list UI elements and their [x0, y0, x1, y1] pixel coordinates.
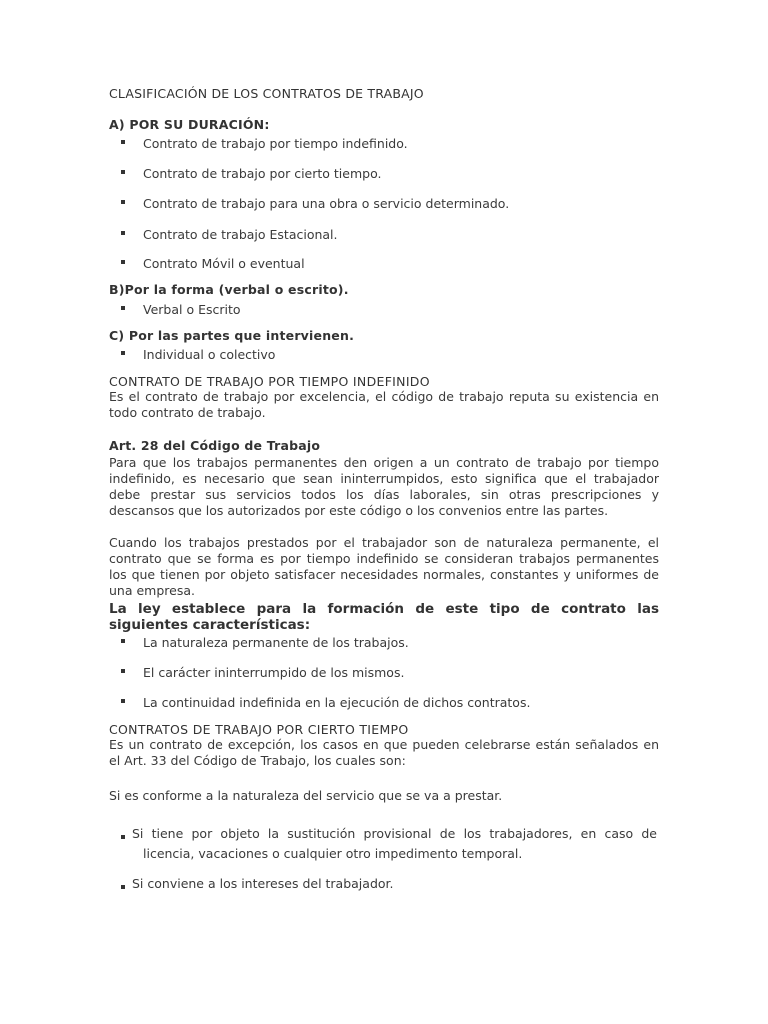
- document-title: CLASIFICACIÓN DE LOS CONTRATOS DE TRABAJO: [109, 86, 424, 101]
- art28-paragraph-2: Cuando los trabajos prestados por el trabajador son de naturaleza permanente, el contrato que se forma es por tiempo indefinido se consideran trabajos permanentes los que tienen por objeto satisfacer necesidades normales, constantes y uniformes de una empresa.: [109, 535, 659, 598]
- indefinido-paragraph: Es el contrato de trabajo por excelencia, el código de trabajo reputa su existencia en todo contrato de trabajo.: [109, 389, 659, 420]
- section-b-heading: B)Por la forma (verbal o escrito).: [109, 282, 349, 297]
- caracteristicas-heading: La ley establece para la formación de este tipo de contrato las siguientes características:: [109, 601, 659, 633]
- document-page: CLASIFICACIÓN DE LOS CONTRATOS DE TRABAJO A) POR SU DURACIÓN: Contrato de trabajo por tiempo indefinido. Contrato de trabajo por cierto tiempo. Contrato de trabajo para una obra o servicio determinado. Contrato de trabajo Estacional. Contrato Móvil o eventual B)Por la forma (verbal o escrito). Verbal o Escrito C) Por las partes que intervienen. Individual o colectivo CONTRATO DE TRABAJO POR TIEMPO INDEFINIDO Es el contrato de trabajo por excelencia, el código de trabajo reputa su existencia en todo contrato de trabajo. Art. 28 del Código de Trabajo Para que los trabajos permanentes den origen a un contrato de trabajo por tiempo indefinido, es necesario que sean ininterrumpidos, esto significa que el trabajador debe prestar sus servicios todos los días laborales, sin otras prescripciones y descansos que los autorizados por este código o los convenios entre las partes. Cuando los trabajos prestados por el trabajador son de naturaleza permanente, el contrato que se forma es por tiempo indefinido se consideran trabajos permanentes los que tienen por objeto satisfacer necesidades normales, constantes y uniformes de una empresa. La ley establece para la formación de este tipo de contrato las siguientes características: La naturaleza permanente de los trabajos. El carácter ininterrumpido de los mismos. La continuidad indefinida en la ejecución de dichos contratos. CONTRATOS DE TRABAJO POR CIERTO TIEMPO Es un contrato de excepción, los casos en que pueden celebrarse están señalados en el Art. 33 del Código de Trabajo, los cuales son: Si es conforme a la naturaleza del servicio que se va a prestar. Si tiene por objeto la sustitución provisional de los trabajadores, en caso de licencia, vacaciones o cualquier otro impedimento temporal. Si conviene a los intereses del trabajador.: [109, 86, 659, 891]
- cierto-tiempo-paragraph: Es un contrato de excepción, los casos en que pueden celebrarse están señalados en el Art. 33 del Código de Trabajo, los cuales son:: [109, 737, 659, 768]
- section-c-heading: C) Por las partes que intervienen.: [109, 328, 355, 343]
- indefinido-heading: CONTRATO DE TRABAJO POR TIEMPO INDEFINIDO: [109, 374, 430, 389]
- cierto-tiempo-paragraph-2: Si es conforme a la naturaleza del servicio que se va a prestar.: [109, 788, 503, 803]
- art28-paragraph: Para que los trabajos permanentes den origen a un contrato de trabajo por tiempo indefinido, es necesario que sean ininterrumpidos, esto significa que el trabajador debe prestar sus servicios todos los días laborales, sin otras prescripciones y descansos que los autorizados por este código o los convenios entre las partes.: [109, 455, 659, 518]
- section-a-heading: A) POR SU DURACIÓN:: [109, 117, 270, 132]
- art28-heading: Art. 28 del Código de Trabajo: [109, 438, 321, 453]
- cierto-tiempo-heading: CONTRATOS DE TRABAJO POR CIERTO TIEMPO: [109, 722, 409, 737]
